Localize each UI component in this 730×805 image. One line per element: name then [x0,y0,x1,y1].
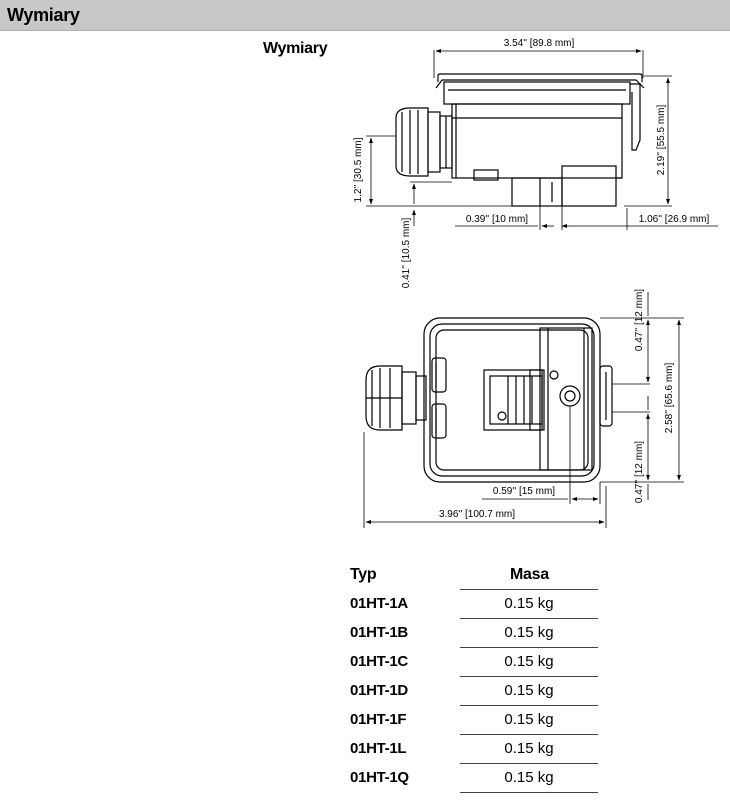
row-typ: 01HT-1F [350,711,407,728]
plan-view-drawing [366,318,612,482]
row-divider [460,792,598,793]
row-masa: 0.15 kg [504,740,554,757]
dim-left-height: 1.2'' [30.5 mm] [353,137,364,203]
table-row [346,764,606,793]
row-typ: 01HT-1Q [350,769,409,786]
header-masa: Masa [510,566,549,583]
row-typ: 01HT-1B [350,624,408,641]
row-masa: 0.15 kg [504,711,554,728]
dim-lower-height: 0.41'' [10.5 mm] [401,217,412,289]
row-masa: 0.15 kg [504,682,554,699]
side-view-drawing [396,74,644,206]
row-typ: 01HT-1C [350,653,408,670]
dim-right-offset: 1.06'' [26.9 mm] [638,214,710,225]
table-row [346,590,606,619]
row-typ: 01HT-1L [350,740,407,757]
dim-plan-inner-width: 0.59'' [15 mm] [492,486,556,497]
table-row [346,619,606,648]
row-masa: 0.15 kg [504,595,554,612]
row-typ: 01HT-1A [350,595,408,612]
dimensions-label: Wymiary [263,40,328,57]
table-row [346,677,606,706]
table-row [346,706,606,735]
dim-plan-total-width: 3.96'' [100.7 mm] [438,509,516,520]
row-masa: 0.15 kg [504,769,554,786]
dim-bottom-offset: 0.39'' [10 mm] [465,214,529,225]
dim-plan-height: 2.58'' [65.6 mm] [664,362,675,434]
header-typ: Typ [350,566,377,583]
table-row [346,648,606,677]
row-masa: 0.15 kg [504,653,554,670]
section-header-title: Wymiary [7,5,80,25]
table-row [346,735,606,764]
dim-right-height: 2.19'' [55.5 mm] [656,104,667,176]
dim-top-width: 3.54'' [89.8 mm] [503,38,575,49]
row-typ: 01HT-1D [350,682,408,699]
dim-plan-top-margin: 0.47'' [12 mm] [634,288,645,352]
dim-plan-bottom-margin: 0.47'' [12 mm] [634,440,645,504]
row-masa: 0.15 kg [504,624,554,641]
